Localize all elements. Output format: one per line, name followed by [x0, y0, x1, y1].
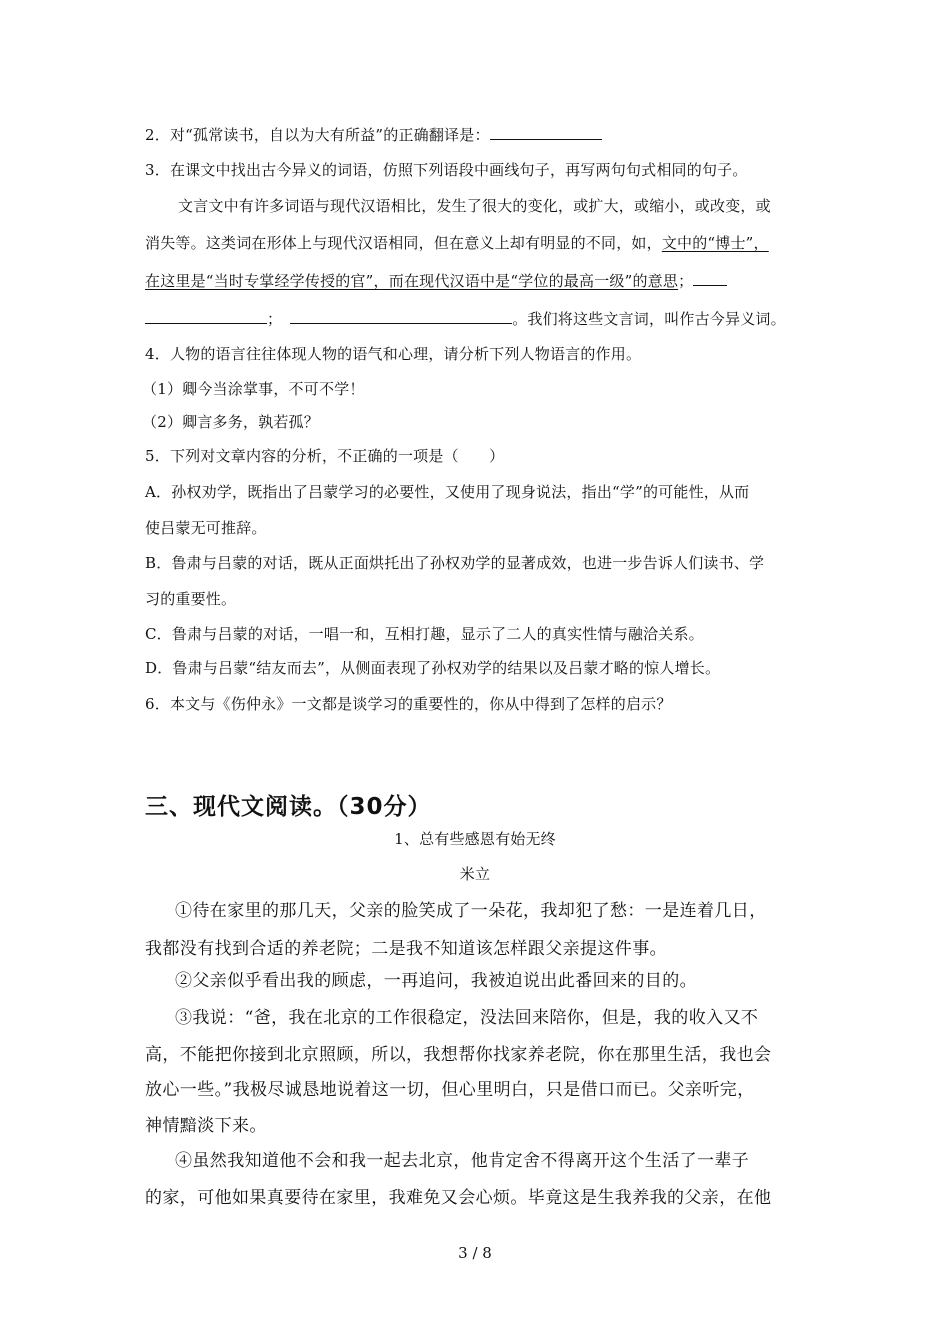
question-6: 6．本文与《伤仲永》一文都是谈学习的重要性的，你从中得到了怎样的启示？	[145, 695, 672, 713]
underlined-sentence: 文中的“博士”，	[661, 234, 769, 252]
article-paragraph-1-cont: 我都没有找到合适的养老院；二是我不知道该怎样跟父亲提这件事。	[145, 939, 667, 959]
article-paragraph-1: ①待在家里的那几天，父亲的脸笑成了一朵花，我却犯了愁：一是连着几日，	[175, 901, 767, 921]
question-2-text: 2．对“孤常读书，自以为大有所益”的正确翻译是：	[145, 126, 490, 144]
answer-blank[interactable]	[490, 138, 602, 140]
question-3: 3．在课文中找出古今异义的词语，仿照下列语段中画线句子，再写两句句式相同的句子。	[145, 161, 748, 179]
underlined-sentence: 在这里是“当时专掌经学传授的官”，而在现代汉语中是“学位的最高一级”的意思	[145, 272, 679, 290]
option-a-line-2: 使吕蒙无可推辞。	[145, 519, 267, 537]
answer-blank[interactable]	[693, 284, 727, 286]
section-title: 三、现代文阅读。（30分）	[145, 794, 432, 820]
article-paragraph-2: ②父亲似乎看出我的顾虑，一再追问，我被迫说出此番回来的目的。	[175, 971, 697, 991]
article-paragraph-3-cont: 放心一些。”我极尽诚恳地说着这一切，但心里明白，只是借口而已。父亲听完，	[145, 1080, 755, 1100]
passage-text: ；	[678, 272, 694, 290]
article-author: 米立	[459, 865, 491, 883]
passage-text: ；	[267, 310, 283, 328]
article-paragraph-3-cont: 神情黯淡下来。	[145, 1116, 267, 1136]
answer-blank[interactable]	[145, 322, 267, 324]
article-paragraph-3-cont: 高，不能把你接到北京照顾，所以，我想帮你找家养老院，你在那里生活，我也会	[145, 1045, 772, 1065]
question-5: 5．下列对文章内容的分析，不正确的一项是（ ）	[145, 447, 505, 465]
option-c: C．鲁肃与吕蒙的对话，一唱一和，互相打趣，显示了二人的真实性情与融洽关系。	[145, 625, 704, 643]
option-a-line-1: A．孙权劝学，既指出了吕蒙学习的必要性，又使用了现身说法，指出“学”的可能性，从而	[145, 483, 750, 501]
article-paragraph-3: ③我说：“爸，我在北京的工作很稳定，没法回来陪你，但是，我的收入又不	[175, 1008, 759, 1028]
passage-text: 消失等。这类词在形体上与现代汉语相同，但在意义上却有明显的不同，如，	[145, 234, 662, 252]
passage-text: 。我们将这些文言词，叫作古今异义词。	[512, 310, 786, 328]
page-number: 3 / 8	[458, 1244, 492, 1262]
article-paragraph-4: ④虽然我知道他不会和我一起去北京，他肯定舍不得离开这个生活了一辈子	[175, 1151, 750, 1171]
question-4-item-2: （2）卿言多务，孰若孤？	[142, 413, 319, 431]
question-4: 4．人物的语言往往体现人物的语气和心理，请分析下列人物语言的作用。	[145, 345, 642, 363]
question-2	[145, 124, 602, 145]
article-title: 1、总有些感恩有始无终	[394, 830, 556, 848]
question-3-passage-line: 文言文中有许多词语与现代汉语相比，发生了很大的变化，或扩大，或缩小，或改变，或	[178, 197, 771, 215]
question-4-item-1: （1）卿今当涂掌事，不可不学！	[142, 380, 365, 398]
option-b-line-2: 习的重要性。	[145, 590, 237, 608]
question-3-passage-line	[145, 270, 727, 291]
question-3-passage-line	[145, 232, 769, 253]
question-3-passage-line	[145, 308, 786, 329]
answer-blank[interactable]	[290, 322, 512, 324]
option-d: D．鲁肃与吕蒙“结友而去”，从侧面表现了孙权劝学的结果以及吕蒙才略的惊人增长。	[145, 659, 721, 677]
option-b-line-1: B．鲁肃与吕蒙的对话，既从正面烘托出了孙权劝学的显著成效，也进一步告诉人们读书、学	[145, 554, 765, 572]
article-paragraph-4-cont: 的家，可他如果真要待在家里，我难免又会心烦。毕竟这是生我养我的父亲，在他	[145, 1188, 772, 1208]
